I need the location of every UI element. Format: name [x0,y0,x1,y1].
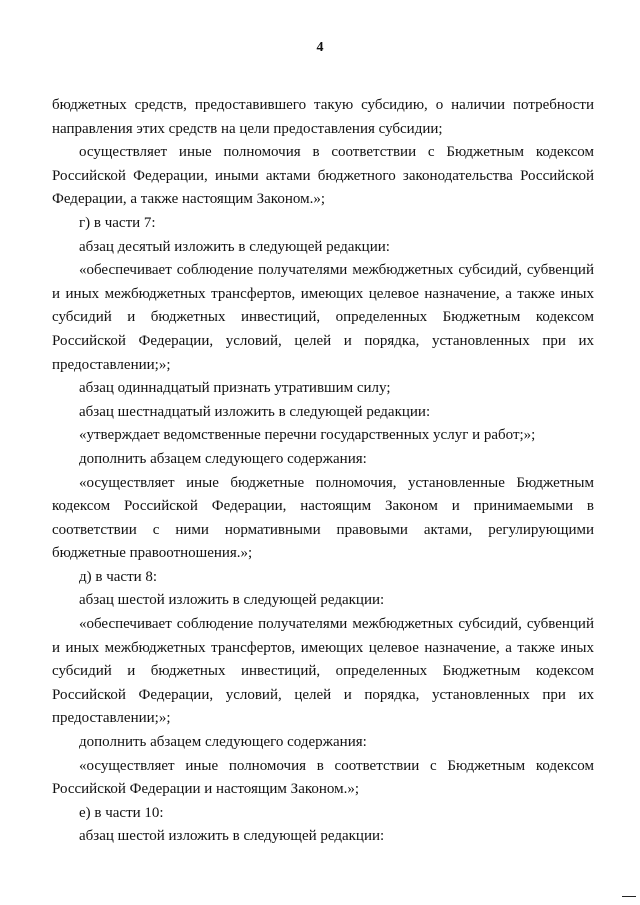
paragraph: абзац десятый изложить в следующей редакции: [79,238,390,255]
paragraph: дополнить абзацем следующего содержания: [79,450,367,467]
page-number: 4 [316,40,324,55]
paragraph: д) в части 8: [79,568,158,585]
paragraph: «обеспечивает соблюдение получателями межбюджетных субсидий, субвенций и иных межбюджетных трансфертов, имеющих целевое назначение, а также иных субсидий и бюджетных инвестиций, определенных Бюджетным кодексом Российской Федерации, условий, целей и порядка, установленных при их предоставлении;»; [52,262,594,373]
paragraph: «осуществляет иные полномочия в соответствии с Бюджетным кодексом Российской Федерации и настоящим Законом.»; [52,757,594,798]
paragraph: осуществляет иные полномочия в соответствии с Бюджетным кодексом Российской Федерации, иными актами бюджетного законодательства Российской Федерации, а также настоящим Законом.»; [52,144,594,208]
paragraph: абзац шестнадцатый изложить в следующей редакции: [79,403,431,420]
scan-edge-mark [622,896,636,897]
paragraph: «осуществляет иные бюджетные полномочия, установленные Бюджетным кодексом Российской Федерации, настоящим Законом и принимаемыми в соответствии с ними нормативными правовыми актами, регулирующими бюджетные правоотношения.»; [52,474,594,562]
paragraph: абзац шестой изложить в следующей редакции: [79,828,385,845]
paragraph: е) в части 10: [79,804,164,821]
document-body [52,94,594,849]
paragraph: бюджетных средств, предоставившего такую субсидию, о наличии потребности направления этих средств на цели предоставления субсидии; [52,97,594,137]
paragraph: «обеспечивает соблюдение получателями межбюджетных субсидий, субвенций и иных межбюджетных трансфертов, имеющих целевое назначение, а также иных субсидий и бюджетных инвестиций, определенных Бюджетным кодексом Российской Федерации, условий, целей и порядка, установленных при их предоставлении;»; [52,616,594,727]
paragraph: «утверждает ведомственные перечни государственных услуг и работ;»; [79,427,536,444]
paragraph: дополнить абзацем следующего содержания: [79,734,367,751]
paragraph: абзац шестой изложить в следующей редакции: [79,592,385,609]
paragraph: абзац одиннадцатый признать утратившим силу; [79,380,391,397]
paragraph: г) в части 7: [79,214,156,231]
